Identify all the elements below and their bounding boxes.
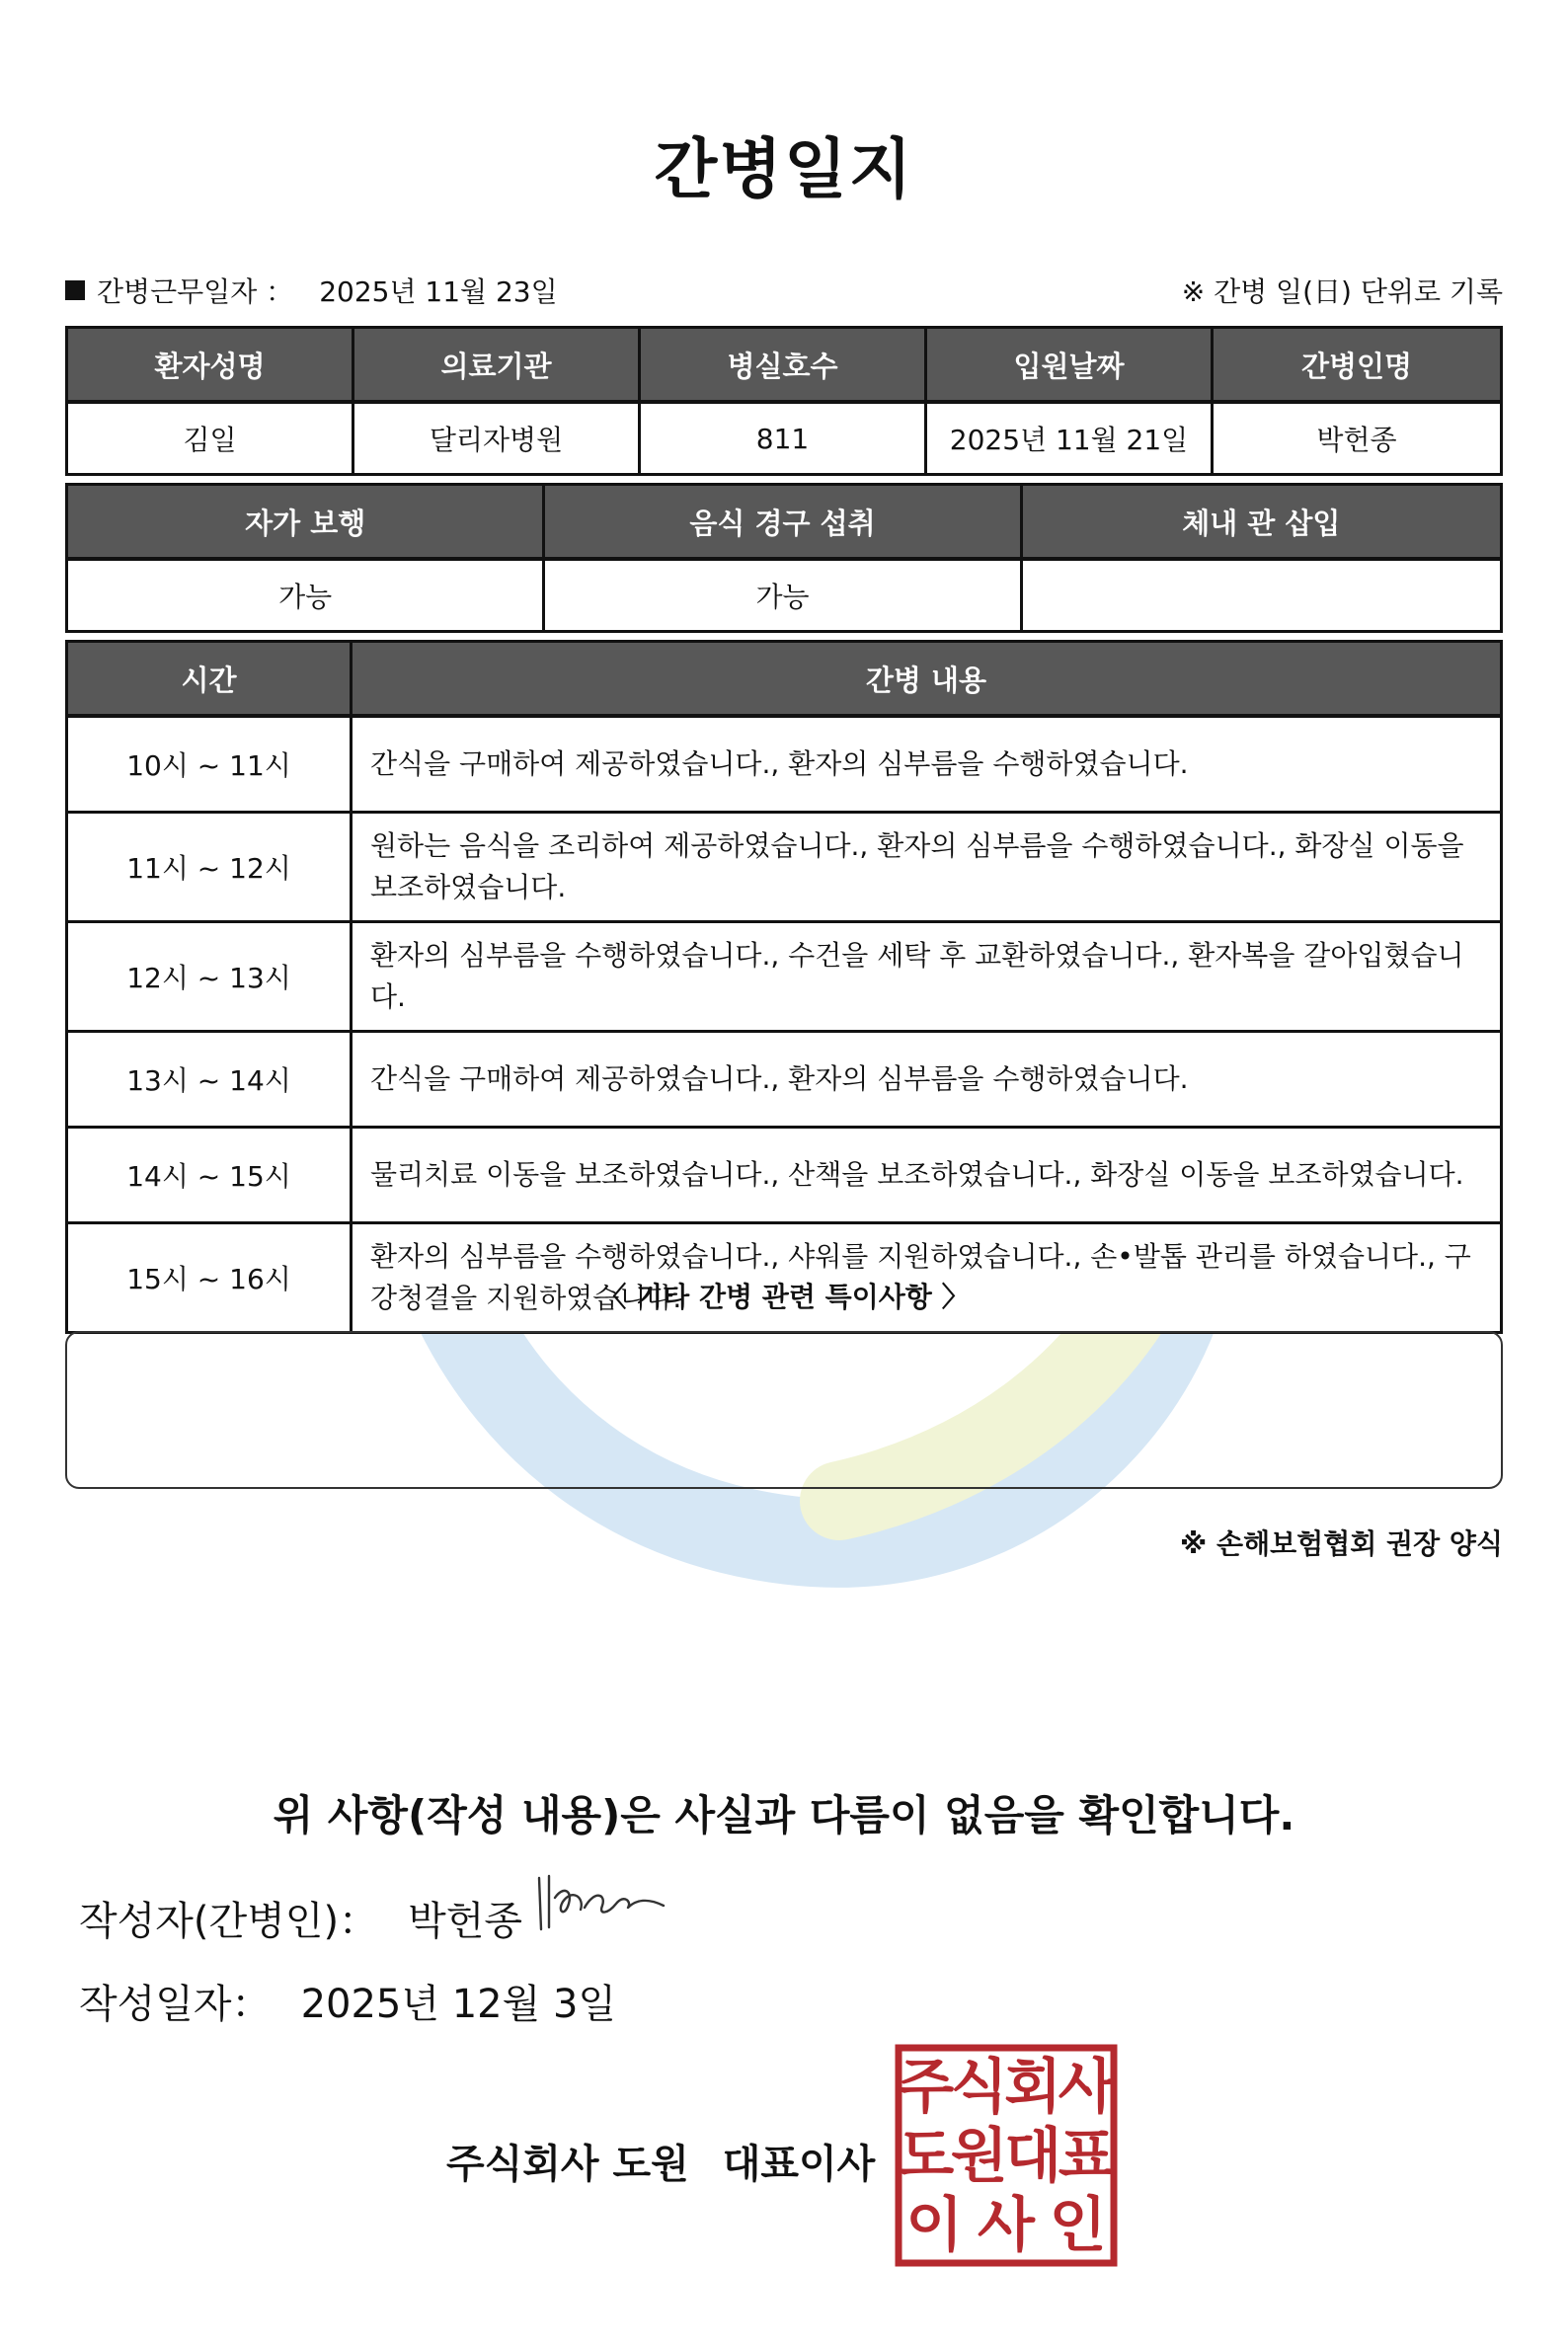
log-time: 11시 ~ 12시: [68, 814, 353, 923]
header-time: 시간: [68, 643, 353, 718]
written-date-label: 작성일자：: [79, 1982, 272, 2027]
header-care-content: 간병 내용: [353, 643, 1500, 718]
header-room-number: 병실호수: [641, 329, 927, 404]
company-seal-stamp: [895, 2044, 1118, 2267]
log-content: 원하는 음식을 조리하여 제공하였습니다., 환자의 심부름을 수행하였습니다., 화장실 이동을 보조하였습니다.: [353, 814, 1500, 923]
work-date-label: 간병근무일자 ：: [97, 275, 294, 308]
seal-character: 이: [905, 2191, 964, 2260]
seal-character: 원: [950, 2122, 1008, 2191]
patient-status-table: [65, 483, 1503, 633]
log-time: 10시 ~ 11시: [68, 718, 353, 814]
room-number: 811: [641, 404, 927, 473]
header-admission-date: 입원날짜: [927, 329, 1214, 404]
table-row: [68, 923, 1500, 1033]
company-title: 대표이사: [722, 2142, 876, 2187]
seal-character: 주: [897, 2053, 955, 2122]
recommendation-note: ※ 손해보험협회 권장 양식: [1180, 1527, 1503, 1560]
care-log-table: [65, 640, 1503, 1334]
header-caregiver-name: 간병인명: [1214, 329, 1500, 404]
table-row: [68, 1129, 1500, 1224]
seal-character: 사: [978, 2191, 1035, 2260]
log-time: 14시 ~ 15시: [68, 1129, 353, 1224]
self-walking-value: 가능: [68, 561, 545, 630]
caregiver-name: 박헌종: [1214, 404, 1500, 473]
company-signature-line: [446, 2133, 875, 2189]
writer-label: 작성자(간병인)：: [79, 1899, 379, 1944]
work-date-value: 2025년 11월 23일: [319, 275, 558, 308]
seal-character: 인: [1049, 2191, 1107, 2260]
header-patient-name: 환자성명: [68, 329, 354, 404]
patient-info-table: [65, 326, 1503, 476]
seal-character: 도: [897, 2122, 955, 2191]
log-content: 물리치료 이동을 보조하였습니다., 산책을 보조하였습니다., 화장실 이동을 보조하였습니다.: [353, 1129, 1500, 1224]
log-time: 15시 ~ 16시: [68, 1224, 353, 1331]
log-content: 간식을 구매하여 제공하였습니다., 환자의 심부름을 수행하였습니다.: [353, 718, 1500, 814]
notes-box: [65, 1331, 1503, 1489]
work-date-row: [65, 271, 1503, 310]
header-tube-insertion: 체내 관 삽입: [1023, 486, 1500, 561]
confirmation-statement: 위 사항(작성 내용)은 사실과 다름이 없음을 확인합니다.: [273, 1791, 1295, 1839]
document-title: 간병일지: [654, 131, 914, 207]
company-name: 주식회사 도원: [446, 2142, 689, 2187]
seal-character: 회: [1004, 2053, 1062, 2122]
seal-character: 대: [1004, 2122, 1062, 2191]
header-institution: 의료기관: [354, 329, 641, 404]
header-oral-intake: 음식 경구 섭취: [545, 486, 1022, 561]
written-date-value: 2025년 12월 3일: [300, 1982, 617, 2027]
oral-intake-value: 가능: [545, 561, 1022, 630]
seal-character: 표: [1058, 2122, 1116, 2191]
log-content: 환자의 심부름을 수행하였습니다., 샤워를 지원하였습니다., 손•발톱 관리를 하였습니다., 구강청결을 지원하였습니다.: [353, 1224, 1500, 1331]
seal-character: 식: [950, 2053, 1008, 2122]
signature-image: [533, 1868, 671, 1943]
table-row: [68, 718, 1500, 814]
log-content: 환자의 심부름을 수행하였습니다., 수건을 세탁 후 교환하였습니다., 환자복을 갈아입혔습니다.: [353, 923, 1500, 1033]
seal-character: 사: [1058, 2053, 1116, 2122]
admission-date: 2025년 11월 21일: [927, 404, 1214, 473]
daily-record-note: ※ 간병 일(日) 단위로 기록: [1181, 275, 1503, 308]
table-row: [68, 1033, 1500, 1129]
institution: 달리자병원: [354, 404, 641, 473]
writer-name: 박헌종: [408, 1899, 522, 1944]
writer-row: [79, 1890, 522, 1946]
log-content: 간식을 구매하여 제공하였습니다., 환자의 심부름을 수행하였습니다.: [353, 1033, 1500, 1129]
log-time: 13시 ~ 14시: [68, 1033, 353, 1129]
notes-heading: 〈 기타 간병 관련 특이사항 〉: [598, 1281, 970, 1313]
square-bullet-icon: [65, 280, 85, 300]
patient-name: 김일: [68, 404, 354, 473]
written-date-row: [79, 1973, 616, 2029]
header-self-walking: 자가 보행: [68, 486, 545, 561]
table-row: [68, 814, 1500, 923]
log-time: 12시 ~ 13시: [68, 923, 353, 1033]
tube-insertion-value: [1023, 561, 1500, 630]
